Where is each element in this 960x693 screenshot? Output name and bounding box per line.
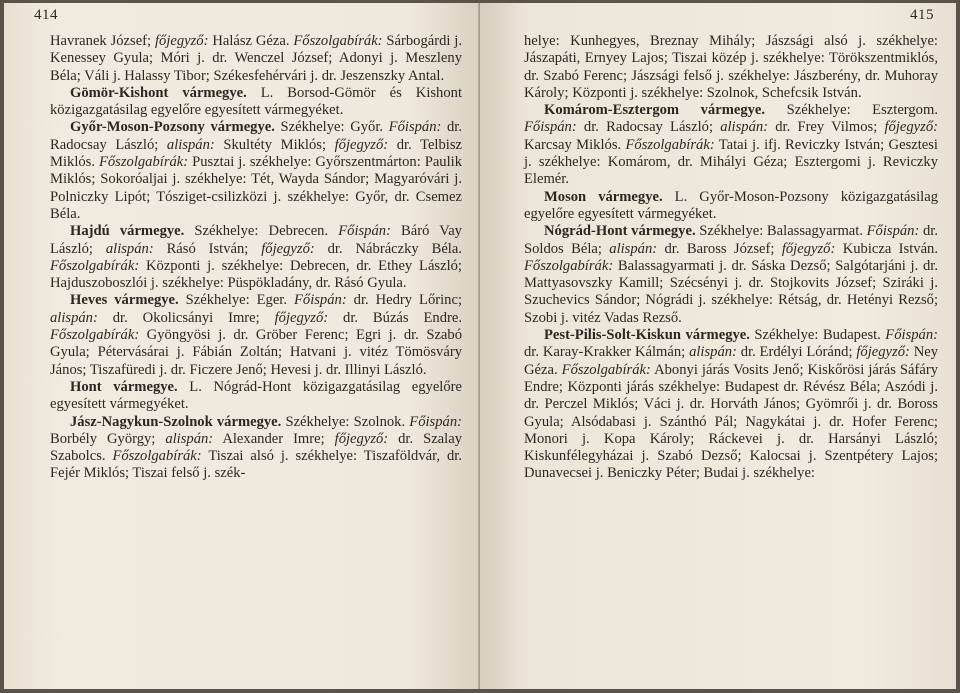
office-title: főjegyző: xyxy=(884,119,938,136)
county-heading: Pest-Pilis-Solt-Kiskun vármegye. xyxy=(544,327,750,344)
office-title: Főszolgabírák: xyxy=(561,361,651,378)
body-text: dr. Szalay Szabolcs. xyxy=(50,430,462,465)
body-text: dr. Radocsay László; xyxy=(576,119,721,136)
text-paragraph xyxy=(524,33,938,102)
body-text: Kubicza István. xyxy=(835,240,938,257)
office-title: főjegyző: xyxy=(856,344,910,361)
text-paragraph xyxy=(524,223,938,327)
body-text: dr. Baross József; xyxy=(657,240,782,257)
text-paragraph xyxy=(50,414,462,483)
page-number: 414 xyxy=(34,7,58,23)
body-text: dr. Okolicsányi Imre; xyxy=(97,309,275,326)
body-text: dr. Karay-Krakker Kálmán; xyxy=(524,344,690,361)
text-paragraph xyxy=(50,85,462,120)
office-title: Főispán: xyxy=(388,119,442,136)
left-page xyxy=(4,3,480,689)
body-text: dr. Frey Vilmos; xyxy=(768,119,885,136)
office-title: Főispán: xyxy=(866,223,920,240)
book-spread xyxy=(4,3,956,689)
body-text: Székhelye: Budapest. xyxy=(749,327,886,344)
office-title: főjegyző: xyxy=(781,240,836,257)
office-title: Főszolgabírák: xyxy=(50,327,140,344)
county-heading: Moson vármegye. xyxy=(544,188,663,205)
county-heading: Heves vármegye. xyxy=(70,292,179,309)
office-title: Főszolgabírák: xyxy=(524,257,614,274)
text-paragraph xyxy=(50,119,462,223)
body-text: L. Borsod-Gömör és Kishont közigazgatásilag egyelőre egyesített vármegyéket. xyxy=(50,84,462,119)
body-text: Székhelye: Győr. xyxy=(274,119,389,136)
text-paragraph xyxy=(50,379,462,414)
office-title: Főispán: xyxy=(293,292,347,309)
body-text: Balassagyarmati j. dr. Sáska Dezső; Salgótarjáni j. dr. Mattyasovszky Kamill; Szécsényi j. dr. Stojkovits József; Sziráki j. Szuchevics Sándor; Nógrádi j. székhelye: Rétság, dr. Hetényi Rezső; Szobi j. vitéz Vadas Rezső. xyxy=(524,257,938,326)
body-text: Tatai j. ifj. Reviczky István; Gesztesi j. székhelye: Komárom, dr. Mihályi Géza; Esztergomi j. Reviczky Elemér. xyxy=(524,136,938,188)
body-text: Ney Géza. xyxy=(524,344,939,378)
office-title: főjegyző: xyxy=(334,430,389,447)
office-title: főjegyző: xyxy=(261,240,315,257)
office-title: főjegyző: xyxy=(154,33,209,49)
office-title: Főispán: xyxy=(409,413,462,430)
county-heading: Hajdú vármegye. xyxy=(70,223,185,240)
body-text: Abonyi járás Vosits Jenő; Kiskőrösi járás Sáfáry Endre; Központi járás székhelye: Budapest dr. Révész Béla; Aszódi j. dr. Perczel Miklós; Váci j. dr. Horváth János; Gyömrői j. dr. Boross Gyula; Alsódabasi j. Szánthó Pál; Nagykátai j. dr. Hofer Ferenc; Monori j. Kopa Károly; Ráckevei j. dr. Harsányi László; Kiskunfélegyházai j. Szabó Dezső; Kalocsai j. Szentpétery Lajos; Dunavecsei j. Beniczky Péter; Budai j. székhelye: xyxy=(524,361,939,482)
body-text: L. Győr-Moson-Pozsony közigazgatásilag egyelőre egyesített vármegyéket. xyxy=(524,188,938,222)
office-title: alispán: xyxy=(720,119,769,136)
office-title: alispán: xyxy=(105,240,154,257)
page-text xyxy=(524,33,938,483)
office-title: főjegyző: xyxy=(334,136,389,153)
page-text xyxy=(50,33,462,483)
text-paragraph xyxy=(50,223,462,292)
office-title: alispán: xyxy=(166,136,215,153)
county-heading: Gömör-Kishont vármegye. xyxy=(70,84,247,101)
page-number: 415 xyxy=(910,7,934,23)
text-paragraph xyxy=(50,292,462,378)
office-title: alispán: xyxy=(50,309,98,326)
county-heading: Győr-Moson-Pozsony vármegye. xyxy=(70,119,275,136)
body-text: dr. Búzás Endre. xyxy=(328,309,462,326)
body-text: Székhelye: Eger. xyxy=(178,292,294,309)
office-title: Főszolgabírák: xyxy=(98,154,189,171)
body-text: Sárbogárdi j. Kenessey Gyula; Móri j. dr. Wenczel József; Adonyi j. Meszleny Béla; Váli j. Halassy Tibor; Székesfehérvári j. dr. Jeszenszky Antal. xyxy=(50,33,462,84)
office-title: Főispán: xyxy=(338,223,391,240)
body-text: dr. Radocsay László; xyxy=(50,119,463,153)
body-text: Székhelye: Debrecen. xyxy=(184,223,339,240)
body-text: Székhelye: Balassagyarmat. xyxy=(695,223,867,240)
body-text: L. Nógrád-Hont közigazgatásilag egyelőre egyesített vármegyéket. xyxy=(50,378,462,413)
office-title: Főispán: xyxy=(885,327,938,344)
office-title: főjegyző: xyxy=(274,309,329,326)
office-title: alispán: xyxy=(165,430,214,447)
body-text: Havranek József; xyxy=(50,33,155,49)
text-paragraph xyxy=(524,327,938,483)
body-text: dr. Nábráczky Béla. xyxy=(314,240,462,257)
office-title: Főispán: xyxy=(524,119,577,136)
right-page xyxy=(480,3,956,689)
body-text: Központi j. székhelye: Debrecen, dr. Ethey László; Hajduszoboszlói j. székhelye: Püspökladány, dr. Rásó Gyula. xyxy=(50,257,462,292)
body-text: Tiszai alsó j. székhelye: Tiszaföldvár, dr. Fejér Miklós; Tiszai felső j. szék- xyxy=(50,448,462,482)
body-text: Báró Vay László; xyxy=(50,223,462,257)
text-paragraph xyxy=(50,33,462,85)
text-paragraph xyxy=(524,189,938,224)
body-text: dr. Hedry Lőrinc; xyxy=(346,292,462,309)
body-text: helye: Kunhegyes, Breznay Mihály; Jászsági alsó j. székhelye: Jászapáti, Ernyey Lajos; Tiszai közép j. székhelye: Törökszentmiklós, dr. Szabó Ferenc; Jászsági felső j. székhelye: Jászberény, dr. Muhoray Károly; Központi j. székhelye: Szolnok, Schefcsik István. xyxy=(524,33,938,101)
county-heading: Hont vármegye. xyxy=(70,378,178,395)
county-heading: Komárom-Esztergom vármegye. xyxy=(544,102,766,119)
office-title: Főszolgabírák: xyxy=(293,33,383,49)
body-text: Székhelye: Esztergom. xyxy=(765,102,938,119)
county-heading: Jász-Nagykun-Szolnok vármegye. xyxy=(70,413,282,430)
body-text: Borbély György; xyxy=(50,430,166,447)
body-text: Karcsay Miklós. xyxy=(524,136,626,153)
body-text: Rásó István; xyxy=(153,240,262,257)
body-text: Halász Géza. xyxy=(208,33,294,49)
office-title: alispán: xyxy=(689,344,737,361)
body-text: Székhelye: Szolnok. xyxy=(281,413,410,430)
office-title: Főszolgabírák: xyxy=(112,448,202,465)
body-text: dr. Telbisz Miklós. xyxy=(50,136,462,171)
body-text: Alexander Imre; xyxy=(213,430,335,447)
body-text: dr. Erdélyi Lóránd; xyxy=(736,344,857,361)
office-title: Főszolgabírák: xyxy=(50,257,140,274)
county-heading: Nógrád-Hont vármegye. xyxy=(544,223,696,240)
text-paragraph xyxy=(524,102,938,188)
office-title: Főszolgabírák: xyxy=(625,136,715,153)
office-title: alispán: xyxy=(609,240,658,257)
body-text: Pusztai j. székhelye: Győrszentmárton: Paulik Miklós; Sokoróaljai j. székhelye: Tét, Wayda Sándor; Magyaróvári j. Polniczky Lipót; Tósziget-csilizközi j. székhelye: Győr, dr. Csemez Béla. xyxy=(50,154,463,222)
body-text: dr. Soldos Béla; xyxy=(524,223,938,257)
body-text: Gyöngyösi j. dr. Gröber Ferenc; Egri j. dr. Szabó Gyula; Pétervásárai j. Fábián Zoltán; Hatvani j. vitéz Tömösváry János; Tiszafüredi j. dr. Ficzere Jenő; Hevesi j. dr. Illinyi László. xyxy=(50,327,462,378)
body-text: Skultéty Miklós; xyxy=(214,136,335,153)
